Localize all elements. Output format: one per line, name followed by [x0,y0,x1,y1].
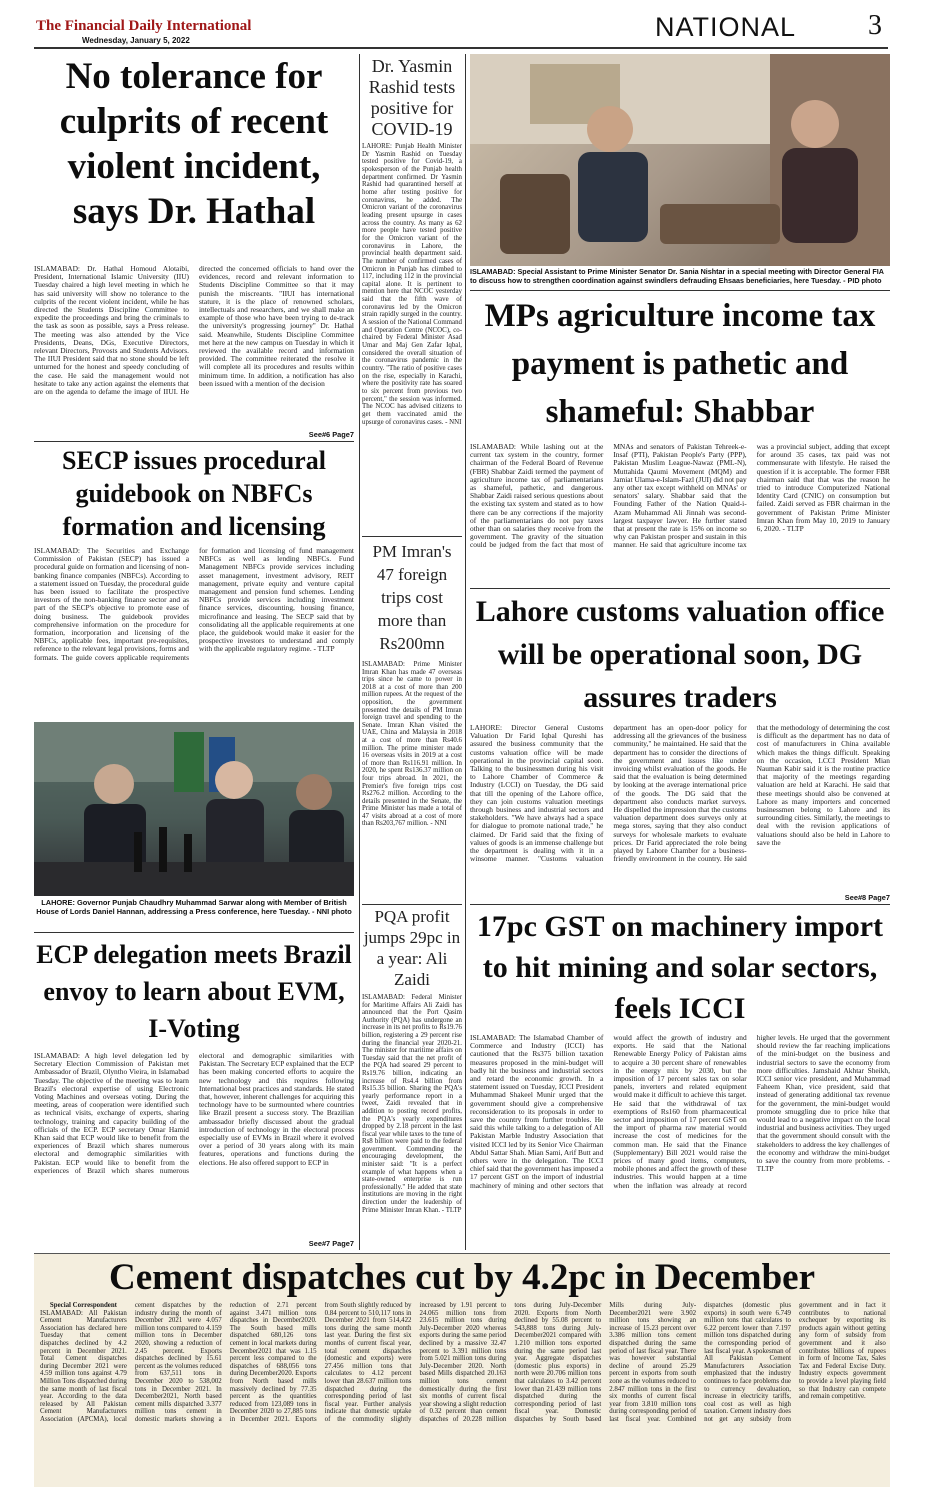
rule-a4 [470,588,890,589]
rule-a5 [470,904,890,905]
cement-box [34,1253,890,1487]
masthead [0,0,945,50]
photo-press-conference [34,722,354,896]
headline-hathal: No tolerance for culprits of recent violent incident, says Dr. Hathal [59,56,329,232]
story-yasmin-text: LAHORE: Punjab Health Minister Dr Yasmin Rashid on Tuesday tested positive for Covid-19, a spokesperson of the Punjab health department confirmed. Dr Yasmin Rashid had quarantined herself at home after testing positive for coronavirus, he added. The Omicron variant of the coronavirus leading present upsurge in cases across the country. As many as 62 more people have tested positive for the Omicron variant of the coronavirus in Lahore, the provincial health department said. The number of confirmed cases of Omicron in Punjab has climbed to 117, including 112 in the provincial capital alone. It is pertinent to mention here that NCOC yesterday said that the fifth wave of coronavirus led by the Omicron strain rapidly surged in the country. A session of the National Command and Operation Centre (NCOC), co-chaired by Federal Minister Asad Umar and Maj Gen Zafar Iqbal, considered the overall situation of the coronavirus pandemic in the country. "The ratio of positive cases on the rise, especially in Karachi, where the positivity rate has soared to six percent from previous two percent," the session was informed. The NCOC has advised citizens to get them vaccinated amid the upsurge of coronavirus cases. - NNI [362,143,462,426]
rule-photo2 [470,290,890,291]
story-yasmin-body [362,143,462,533]
photo-sania-nishtar-meeting [470,54,890,266]
article-gst-text: ISLAMABAD: The Islamabad Chamber of Commerce and Industry (ICCI) has cautioned that the Rs375 billion taxation measures proposed in the mini-budget will badly hit the business and industrial sectors and retard the economic growth. In a statement issued on Tuesday, ICCI President Muhammad Shakeel Munir urged that the government should give a comprehensive reconsideration to its proposals in order to save the country from further troubles. He said this while talking to a delegation of All Pakistan Marble Industry Association that visited ICCI led by its Senior Vice Chairman Abdul Sattar Shah. Mian Sami, Arif Butt and others were in the delegation. The ICCI chief said that the government has imposed a 17 percent GST on the import of industrial machinery of mining and other sectors that would affect the growth of industry and exports. He said that the National Renewable Energy Policy of Pakistan aims to acquire a 30 percent share of renewables in the energy mix by 2030, but the imposition of 17 percent sales tax on solar panels, inverters and related equipment would make it difficult to achieve this target. He said that the withdrawal of tax exemptions of Rs160 from pharmaceutical sector and imposition of 17 percent GST on the import of pharma raw material would increase the cost of medicines for the common man. He said that the Finance (Supplementary) Bill 2021 would raise the prices of many good items, computers, mobile phones and affect the growth of these industries. This would happen at a time when the inflation was already at record higher levels. He urged that the government should review the far reaching implications of the mini-budget on the business and industrial sectors to save the economy from more difficulties. Jamshaid Akhtar Sheikh, ICCI senior vice president, and Muhammad Faheem Khan, vice president, said that instead of generating additional tax revenue for the government, the mini-budget would promote smuggling due to price hike that would lead to a negative impact on the local industrial and business activities. They urged that the government should consult with the stakeholders to address the key challenges of the economy and withdraw the mini-budget to save the country from more problems. - TLTP [470,1034,890,1190]
rule-photo1 [34,932,354,933]
rule-s2 [362,904,462,905]
press-conference-illustration [34,722,354,896]
article-hathal-text: ISLAMABAD: Dr. Hathal Homoud Alotaibi, President, International Islamic University (IIU) Tuesday chaired a high level meeting in which he has said university will show no tolerance to the culprits of the recent violent incident, while he has directed the Students Discipline Committee to expedite the proceedings and bring the criminals to the task as soon as possible, says a Press release. The meeting was also attended by the Vice Presidents, Deans, DGs, Executive Directors, relevant Directors, Provosts and Students Advisors. The IIUI President said that no stone should be left unturned for the honest and speedy concluding of the case. He said the management would not hesitate to take any action against the elements that are on the agenda to defame the image of IIUI. He directed the concerned officials to hand over the evidences, record and relevant information to Students Discipline Committee so that it may punish the miscreants. "IIUI has international stature, it is the place of renowned scholars, intellectuals and researchers, and we shall make an example of those who have been trying to de-track the university's progressing journey" Dr. Hathal said. Meanwhile, Students Discipline Committee met here at the new campus on Tuesday in which it reviewed the available record and information provided. The committee reiterated the resolve it will complete all its procedures and results within minimum time. In addition, a notification has also been issued with a mention of the decision [34,265,354,397]
cement-article-text: ISLAMABAD: All Pakistan Cement Manufacturers Association has declared here Tuesday that cement dispatches declined by 4.2 percent in December 2021. Total Cement dispatches during December 2021 were 4.59 million tons against 4.79 Million Tons dispatched during the same month of last fiscal year. According to the data released by All Pakistan Cement Manufacturers Association (APCMA), local cement dispatches by the industry during the month of December 2021 were 4.057 million tons compared to 4.159 million tons in December 2020, showing a reduction of 2.45 percent. Exports dispatches declined by 15.61 percent as the volumes reduced from 637,511 tons in December 2020 to 538,002 tons in December 2021. In December2021, North based cement mills dispatched 3.377 million tons cement in domestic markets showing a reduction of 2.71 percent against 3.471 million tons dispatches in December2020. The South based mills dispatched 680,126 tons cement in local markets during December2021 that was 1.15 percent less compared to the dispatches of 688,056 tons during December2020. Exports from North based mills massively declined by 77.35 percent as the quantities reduced from 123,089 tons in December 2020 to 27,885 tons in December 2021. Exports from South slightly reduced by 0.84 percent to 510,117 tons in December 2021 from 514,422 tons during the same month last year. During the first six months of current fiscal year, total cement dispatches (domestic and exports) were 27.456 million tons that calculates to 4.12 percent lower than 28.637 million tons dispatched during the corresponding period of last fiscal year. Further analysis indicate that domestic uptake of the commodity slightly increased by 1.91 percent to 24.065 million tons from 23.615 million tons during July-December 2020 whereas exports during the same period declined by a massive 32.47 percent to 3.391 million tons from 5.021 million tons during July-December 2020. North based Mills dispatched 20.163 million tons cement domestically during the first six months of current fiscal year showing a slight reduction of 0.32 percent than cement dispatches of 20.228 million tons during July-December 2020. Exports from North declined by 55.08 percent to 543,888 tons during July-December2021 compared with 1.210 million tons exported during the same period last year. Aggregate dispatches (domestic plus exports) in north were 20.706 million tons that calculates to 3.42 percent lower than 21.439 million tons dispatched during the corresponding period of last fiscal year. Domestic dispatches by South based Mills during July-December2021 were 3.902 million tons showing an increase of 15.23 percent over 3.386 million tons cement dispatched during the same period of last fiscal year. There was however substantial decline of around 25.29 percent in exports from south zone as the volumes reduced to 2.847 million tons in the first six months of current fiscal year from 3.810 million tons during corresponding period of last fiscal year. Combined dispatches (domestic plus exports) in south were 6.749 million tons that calculates to 6.22 percent lower than 7.197 million tons dispatched during the corresponding period of last fiscal year. A spokesman of All Pakistan Cement Manufacturers Association emphasized that the industry continues to face problems due to currency devaluation, increase in electricity tariffs, coal cost as well as high taxation. Cement industry does not get any subsidy from government and in fact it contributes to national exchequer by exporting its products again without getting any form of subsidy from government and it also contributes billions of rupees in form of Income Tax, Sales Tax and Federal Excise Duty. Industry expects government to provide a level playing field so that Industry can compete and remain competitive. [40,1302,886,1423]
headline-pm-trips: PM Imran's 47 foreign trips cost more than Rs200mn [372,542,452,653]
story-pm-trips-body [362,661,462,901]
article-ecp-body [34,1052,354,1240]
see-page-hathal: See#6 Page7 [308,430,354,439]
see-page-ecp: See#7 Page7 [308,1239,354,1248]
story-pm-trips-text: ISLAMABAD: Prime Minister Imran Khan has made 47 overseas trips since he came to power in 2018 at a cost of more than 200 million rupees. At the request of the opposition, the government presented the details of PM Imran foreign travel and spending to the Senate. Imran Khan visited the UAE, China and Malaysia in 2018 at a cost of more than Rs40.6 million. The prime minister made 16 overseas visits in 2019 at a cost of more than Rs116.91 million. In 2020, he spent Rs136.37 million on four trips abroad. In 2021, the Premier's five foreign trips cost Rs276.2 million. According to the details presented in the Senate, the Prime Minister has made a total of 47 visits abroad at a cost of more than Rs203,767 million. - NNI [362,661,462,828]
article-customs-text: LAHORE: Director General Customs Valuation Dr Farid Iqbal Qureshi has assured the business community that the customs valuation office will be made operational in the provincial capital soon. Talking to the businessmen during his visit to Lahore Chamber of Commerce & Industry (LCCI) on Tuesday, the DG said that till the opening of the Lahore office, they can join customs valuation meetings through business and industrial sectors and stakeholders. "We have always had a space for dialogue to promote national trade," he claimed. Dr Farid said that the fixing of values of goods is an immense challenge but the department is dealing with it in a winsome manner. "Customs valuation department has an open-door policy for addressing all the grievances of the business community," he maintained. He said that the department has to consider the directions of the government and issues like under invoicing whilst evaluation of the goods. He said that the evaluation is being determined by looking at the average international price of the goods. The DG said that the department also conducts market surveys. He dispelled the impression that the customs valuation department does surveys only at mega stores, saying that they also conduct surveys for wholesale markets to evaluate prices. Dr Farid appreciated the role being played by Lahore Chamber for a business-friendly environment in the country. He said that the methodology of determining the cost is difficult as the department has no data of cost of manufacturers in China available which makes the things difficult. Speaking on the occasion, LCCI President Mian Nauman Kabir said it is the routine practice that majority of the meetings regarding valuation are held at Karachi. He said that these meetings should also be convened at Lahore as many importers and concerned businessmen belong to Lahore and its surrounding cities. Similarly, the meetings to deal with the revision applications of valuations should also be held in Lahore to save the [470,724,890,864]
article-secp-text: ISLAMABAD: The Securities and Exchange Commission of Pakistan (SECP) has issued a procedural guide on formation and licensing of non-banking finance companies (NBFCs). According to a statement issued on Tuesday, the procedural guide has been issued to facilitate the prospective investors of the non-banking finance sector and as part of the SECP's objective to promote ease of doing business. The guidebook provides comprehensive information on the procedure for formation, incorporation and licensing of the NBFCs, applicable fees, important pre-requisites, reference to the relevant legal provisions, forms and formats. The guide covers applicable requirements for formation and licensing of fund management NBFCs as well as lending NBFCs. Fund Management NBFCs provide services including asset management, investment advisory, REIT management, private equity and venture capital management and pension fund schemes. Lending NBFCs provide services including investment finance services, discounting, housing finance, microfinance and leasing. The SECP said that by consolidating all the applicable requirements at one place, the guidebook would make it easier for the prospective investors to understand and comply with the applicable regulatory regime. - TLTP [34,547,354,662]
headline-customs: Lahore customs valuation office will be operational soon, DG assures traders [475,595,885,714]
caption-press-conference: LAHORE: Governor Punjab Chaudhry Muhammad Sarwar along with Member of British House of Lords Daniel Hannan, addressing a Press conference, here Tuesday. - NNI photo [36,898,352,916]
article-shabbar-body [470,443,890,585]
article-hathal-body [34,265,354,431]
story-pqa-body [362,994,462,1250]
article-ecp-text: ISLAMABAD: A high level delegation led by Secretary Election Commission of Pakistan met Ambassador of Brazil, Olyntho Vieira, in Islamabad Tuesday. The objective of the meeting was to learn Brazil's electoral expertise of using Electronic Voting Machines and overseas voting. During the meeting, areas of cooperation were identified such as technical visits, exchange of experts, sharing technology, training and capacity building of the officials of the ECP. ECP secretary Omar Hamid Khan said that ECP would like to benefit from the experiences of Brazil which shares numerous electoral and demographic similarities with Pakistan. ECP would like to benefit from the experiences of Brazil which shares numerous electoral and demographic similarities with Pakistan. The Secretary ECP explained that the ECP has been making concerted efforts to acquire the new technology and this requires following International best practices and standards. He stated that, however, inherent challenges for acquiring this technology have to be surmounted where countries like Brazil present a success story. The Brazilian ambassador briefly discussed about the gradual introduction of technology in the electoral process especially use of EVMs in Brazil where it evolved over a period of 30 years along with its main features, operations and functions during the elections. He also offered support to ECP in [34,1052,354,1175]
paper-name: The Financial Daily International [36,18,252,34]
headline-secp: SECP issues procedural guidebook on NBFCs formation and licensing [62,446,326,541]
column-rule-right [465,54,466,1250]
article-shabbar-text: ISLAMABAD: While lashing out at the current tax system in the country, former chairman of the Federal Board of Revenue (FBR) Shabbar Zaidi termed the payment of agriculture income tax of parliamentarians as shameful, pathetic, and dangerous. Shabbar Zaidi raised serious questions about the existing tax system and stated as to how there can be any corrections if the majority of the parliamentarians do not pay taxes other than on salaries they receive from the government. The gravity of the situation could be judged from the fact that most of MNAs and senators of Pakistan Tehreek-e-Insaf (PTI), Pakistan People's Party (PPP), Pakistan Muslim League-Nawaz (PML-N), Muttahida Qaumi Movement (MQM) and Jamiat Ulama-e-Islam-Fazl (JUI) did not pay any other tax except withheld on MNAs' or senators' salary. Shabbar said that the Founding Father of the Nation Quaid-i-Azam Muhammad Ali Jinnah was second-largest taxpayer lawyer. He further stated that at present the rate is 15% on income so why can Pakistan prosper and sustain in this manner. He said that agriculture income tax was a provincial subject, adding that except for around 35 cases, tax paid was not commensurate with lifestyle. He raised the question if it is acceptable. The former FBR chairman said that that was the reason he tried to introduce Computerized National Identity Card (CNIC) on consumption but failed. Zaidi served as FBR chairman in the government of Pakistan Prime Minister Imran Khan from May 10, 2019 to January 6, 2020. - TLTP [470,443,890,550]
headline-gst: 17pc GST on machinery import to hit mining and solar sectors, feels ICCI [476,910,884,1025]
caption-sania-nishtar: ISLAMABAD: Special Assistant to Prime Minister Senator Dr. Sania Nishtar in a special meeting with Director General FIA to discuss how to strengthen coordination against swindlers defrauding Ehsaas beneficiaries, here Tuesday. - PID photo [470,268,884,285]
see-page-customs: See#8 Page7 [844,893,890,902]
cement-byline: Special Correspondent [49,1302,117,1309]
headline-ecp: ECP delegation meets Brazil envoy to learn about EVM, I-Voting [36,940,352,1043]
article-customs-body [470,724,890,894]
cement-article-body [40,1302,886,1486]
story-pqa-text: ISLAMABAD: Federal Minister for Maritime Affairs Ali Zaidi has announced that the Port Qasim Authority (PQA) has undergone an increase in its net profits to Rs19.76 billion, registering a 29 percent rise during the financial year 2020-21. The minister for maritime affairs on Tuesday said that the net profit of the PQA had soared 29 percent to Rs19.76 billion, indicating an increase of Rs4.4 billion from Rs15.35 billion. Sharing the PQA's yearly performance report in a tweet, Zaidi revealed that in addition to posting record profits, the PQA's yearly expenditures dropped by 2.18 percent in the last fiscal year while taxes to the tune of Rs8 billion were paid to the federal government. Commending the encouraging development, the minister said: "It is a perfect example of what happens when a state-owned enterprise is run professionally." He added that state institutions are moving in the right direction under the leadership of Prime Minister Imran Khan. - TLTP [362,994,462,1214]
article-secp-body [34,547,354,717]
rule-s1 [362,536,462,537]
column-rule-left [359,54,360,1250]
page-number: 3 [868,10,882,41]
section-name: NATIONAL [655,12,797,42]
meeting-illustration [470,54,890,266]
issue-date: Wednesday, January 5, 2022 [82,36,190,45]
headline-cement: Cement dispatches cut by 4.2pc in December [109,1257,815,1298]
headline-yasmin: Dr. Yasmin Rashid tests positive for COVID-19 [368,56,456,139]
headline-pqa: PQA profit jumps 29pc in a year: Ali Zaidi [363,907,461,989]
rule-a1 [34,441,354,442]
article-gst-body [470,1034,890,1248]
masthead-rule [34,47,888,49]
headline-shabbar: MPs agriculture income tax payment is pathetic and shameful: Shabbar [484,298,876,430]
